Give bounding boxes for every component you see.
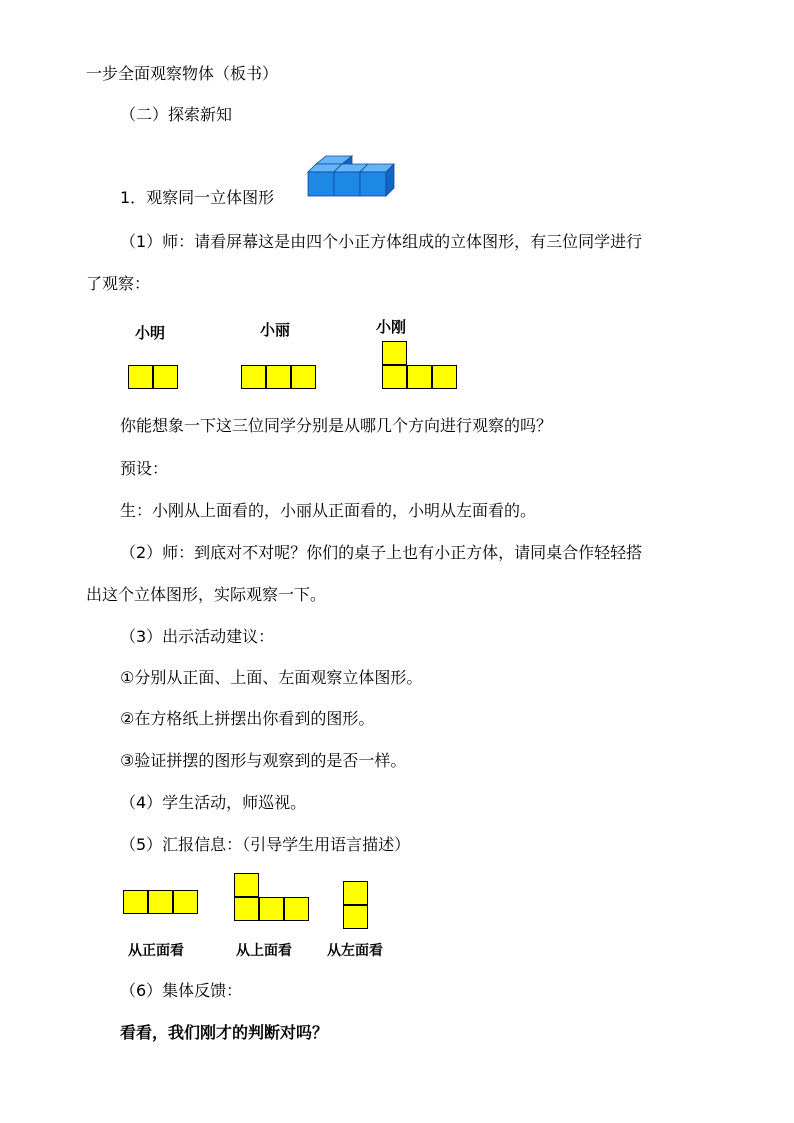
grid-square [153,365,178,389]
grid-square [173,890,198,914]
label-xiaogang: 小刚 [376,318,407,336]
paragraph-line: 生：小刚从上面看的，小丽从正面看的，小明从左面看的。 [120,501,537,520]
grid-square [407,365,432,389]
label-xiaoming: 小明 [135,324,166,342]
grid-square [382,365,407,389]
cube-figure [306,154,396,198]
label-xiaoli: 小丽 [260,321,291,339]
paragraph-line: 出这个立体图形，实际观察一下。 [86,585,327,604]
paragraph-line: （2）师：到底对不对呢？你们的桌子上也有小正方体，请同桌合作轻轻搭 [120,543,643,562]
grid-square [123,890,148,914]
paragraph-line: （6）集体反馈： [120,981,243,1000]
grid-square [382,341,407,365]
grid-square [343,881,368,905]
grid-square [234,873,259,897]
grid-square [266,365,291,389]
text-line-title: 一步全面观察物体（板书） [86,64,279,83]
paragraph-line: 了观察： [86,274,151,293]
grid-square [128,365,153,389]
paragraph-line: 预设： [120,459,169,478]
paragraph-line: （3）出示活动建议： [120,627,275,646]
grid-square [343,905,368,929]
grid-square [148,890,173,914]
paragraph-line: （5）汇报信息：（引导学生用语言描述） [120,835,411,854]
caption-left-view: 从左面看 [327,943,383,959]
grid-square [291,365,316,389]
paragraph-line: （4）学生活动，师巡视。 [120,793,307,812]
section-heading: （二）探索新知 [120,105,233,124]
subsection-heading: 1．观察同一立体图形 [120,188,275,207]
paragraph-line: 你能想象一下这三位同学分别是从哪几个方向进行观察的吗？ [120,416,553,435]
caption-front-view: 从正面看 [128,943,184,959]
grid-square [234,897,259,921]
grid-square [259,897,284,921]
grid-square [284,897,309,921]
question-line: 看看，我们刚才的判断对吗？ [120,1023,329,1042]
grid-square [241,365,266,389]
grid-square [432,365,457,389]
paragraph-line: ③验证拼摆的图形与观察到的是否一样。 [120,751,407,770]
paragraph-line: ②在方格纸上拼摆出你看到的图形。 [120,709,375,728]
paragraph-line: ①分别从正面、上面、左面观察立体图形。 [120,668,423,687]
paragraph-line: （1）师：请看屏幕这是由四个小正方体组成的立体图形，有三位同学进行 [120,232,643,251]
caption-top-view: 从上面看 [236,943,292,959]
